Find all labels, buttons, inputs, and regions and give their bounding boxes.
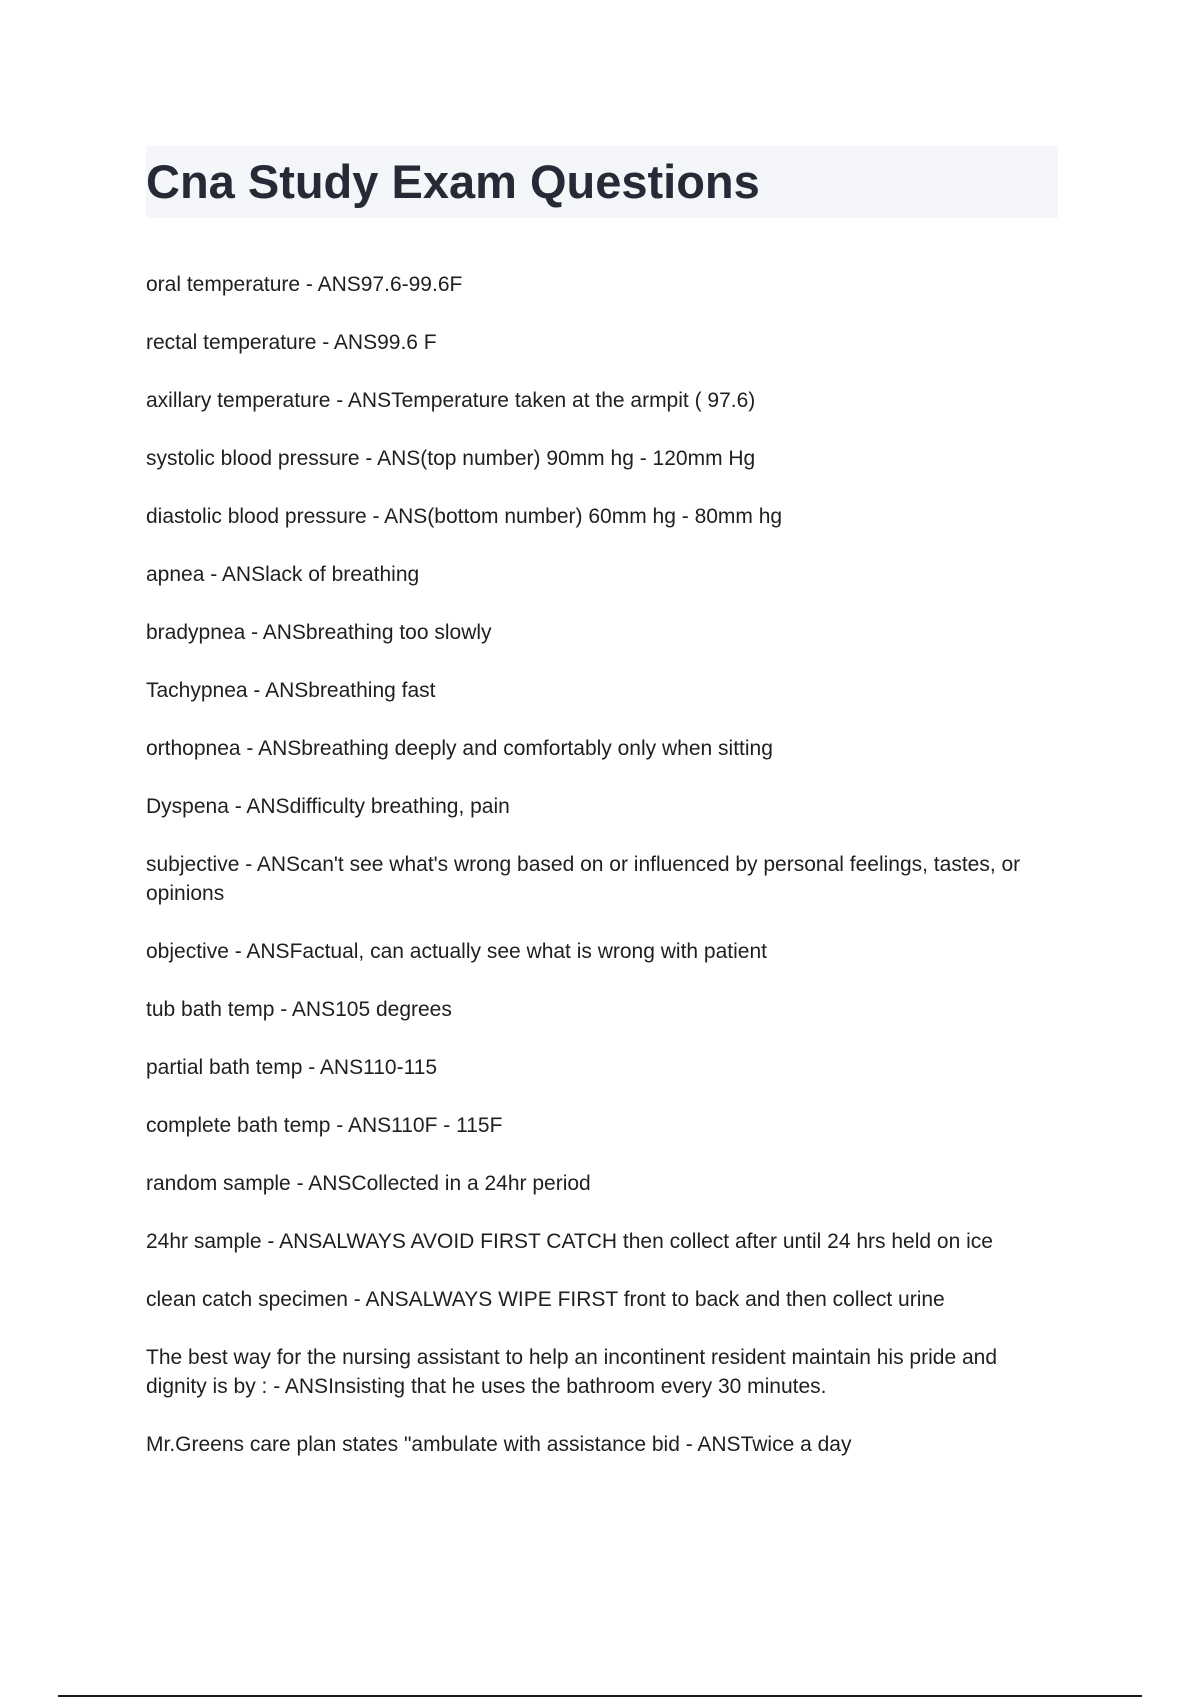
list-item: Tachypnea - ANSbreathing fast bbox=[146, 679, 436, 702]
list-item: 24hr sample - ANSALWAYS AVOID FIRST CATCH then collect after until 24 hrs held on ice bbox=[146, 1230, 993, 1253]
title-banner bbox=[146, 146, 1058, 218]
list-item: complete bath temp - ANS110F - 115F bbox=[146, 1114, 503, 1137]
list-item: systolic blood pressure - ANS(top number) 90mm hg - 120mm Hg bbox=[146, 447, 756, 470]
page-title: Cna Study Exam Questions bbox=[146, 155, 760, 208]
list-item: partial bath temp - ANS110-115 bbox=[146, 1056, 438, 1079]
list-item: orthopnea - ANSbreathing deeply and comfortably only when sitting bbox=[146, 737, 773, 760]
list-item: objective - ANSFactual, can actually see what is wrong with patient bbox=[146, 940, 767, 963]
qa-list bbox=[146, 270, 1058, 1488]
list-item: The best way for the nursing assistant to help an incontinent resident maintain his pride and dignity is by : - ANSInsisting that he uses the bathroom every 30 minutes. bbox=[146, 1346, 998, 1398]
list-item: Mr.Greens care plan states "ambulate with assistance bid - ANSTwice a day bbox=[146, 1433, 852, 1456]
list-item: axillary temperature - ANSTemperature taken at the armpit ( 97.6) bbox=[146, 389, 756, 412]
list-item: rectal temperature - ANS99.6 F bbox=[146, 331, 437, 354]
list-item: diastolic blood pressure - ANS(bottom number) 60mm hg - 80mm hg bbox=[146, 505, 783, 528]
list-item: subjective - ANScan't see what's wrong based on or influenced by personal feelings, tastes, or opinions bbox=[146, 853, 1021, 905]
list-item: apnea - ANSlack of breathing bbox=[146, 563, 420, 586]
list-item: oral temperature - ANS97.6-99.6F bbox=[146, 273, 463, 296]
list-item: bradypnea - ANSbreathing too slowly bbox=[146, 621, 492, 644]
list-item: clean catch specimen - ANSALWAYS WIPE FIRST front to back and then collect urine bbox=[146, 1288, 945, 1311]
list-item: tub bath temp - ANS105 degrees bbox=[146, 998, 452, 1021]
list-item: Dyspena - ANSdifficulty breathing, pain bbox=[146, 795, 510, 818]
list-item: random sample - ANSCollected in a 24hr period bbox=[146, 1172, 591, 1195]
page-bottom-rule bbox=[58, 1695, 1142, 1697]
